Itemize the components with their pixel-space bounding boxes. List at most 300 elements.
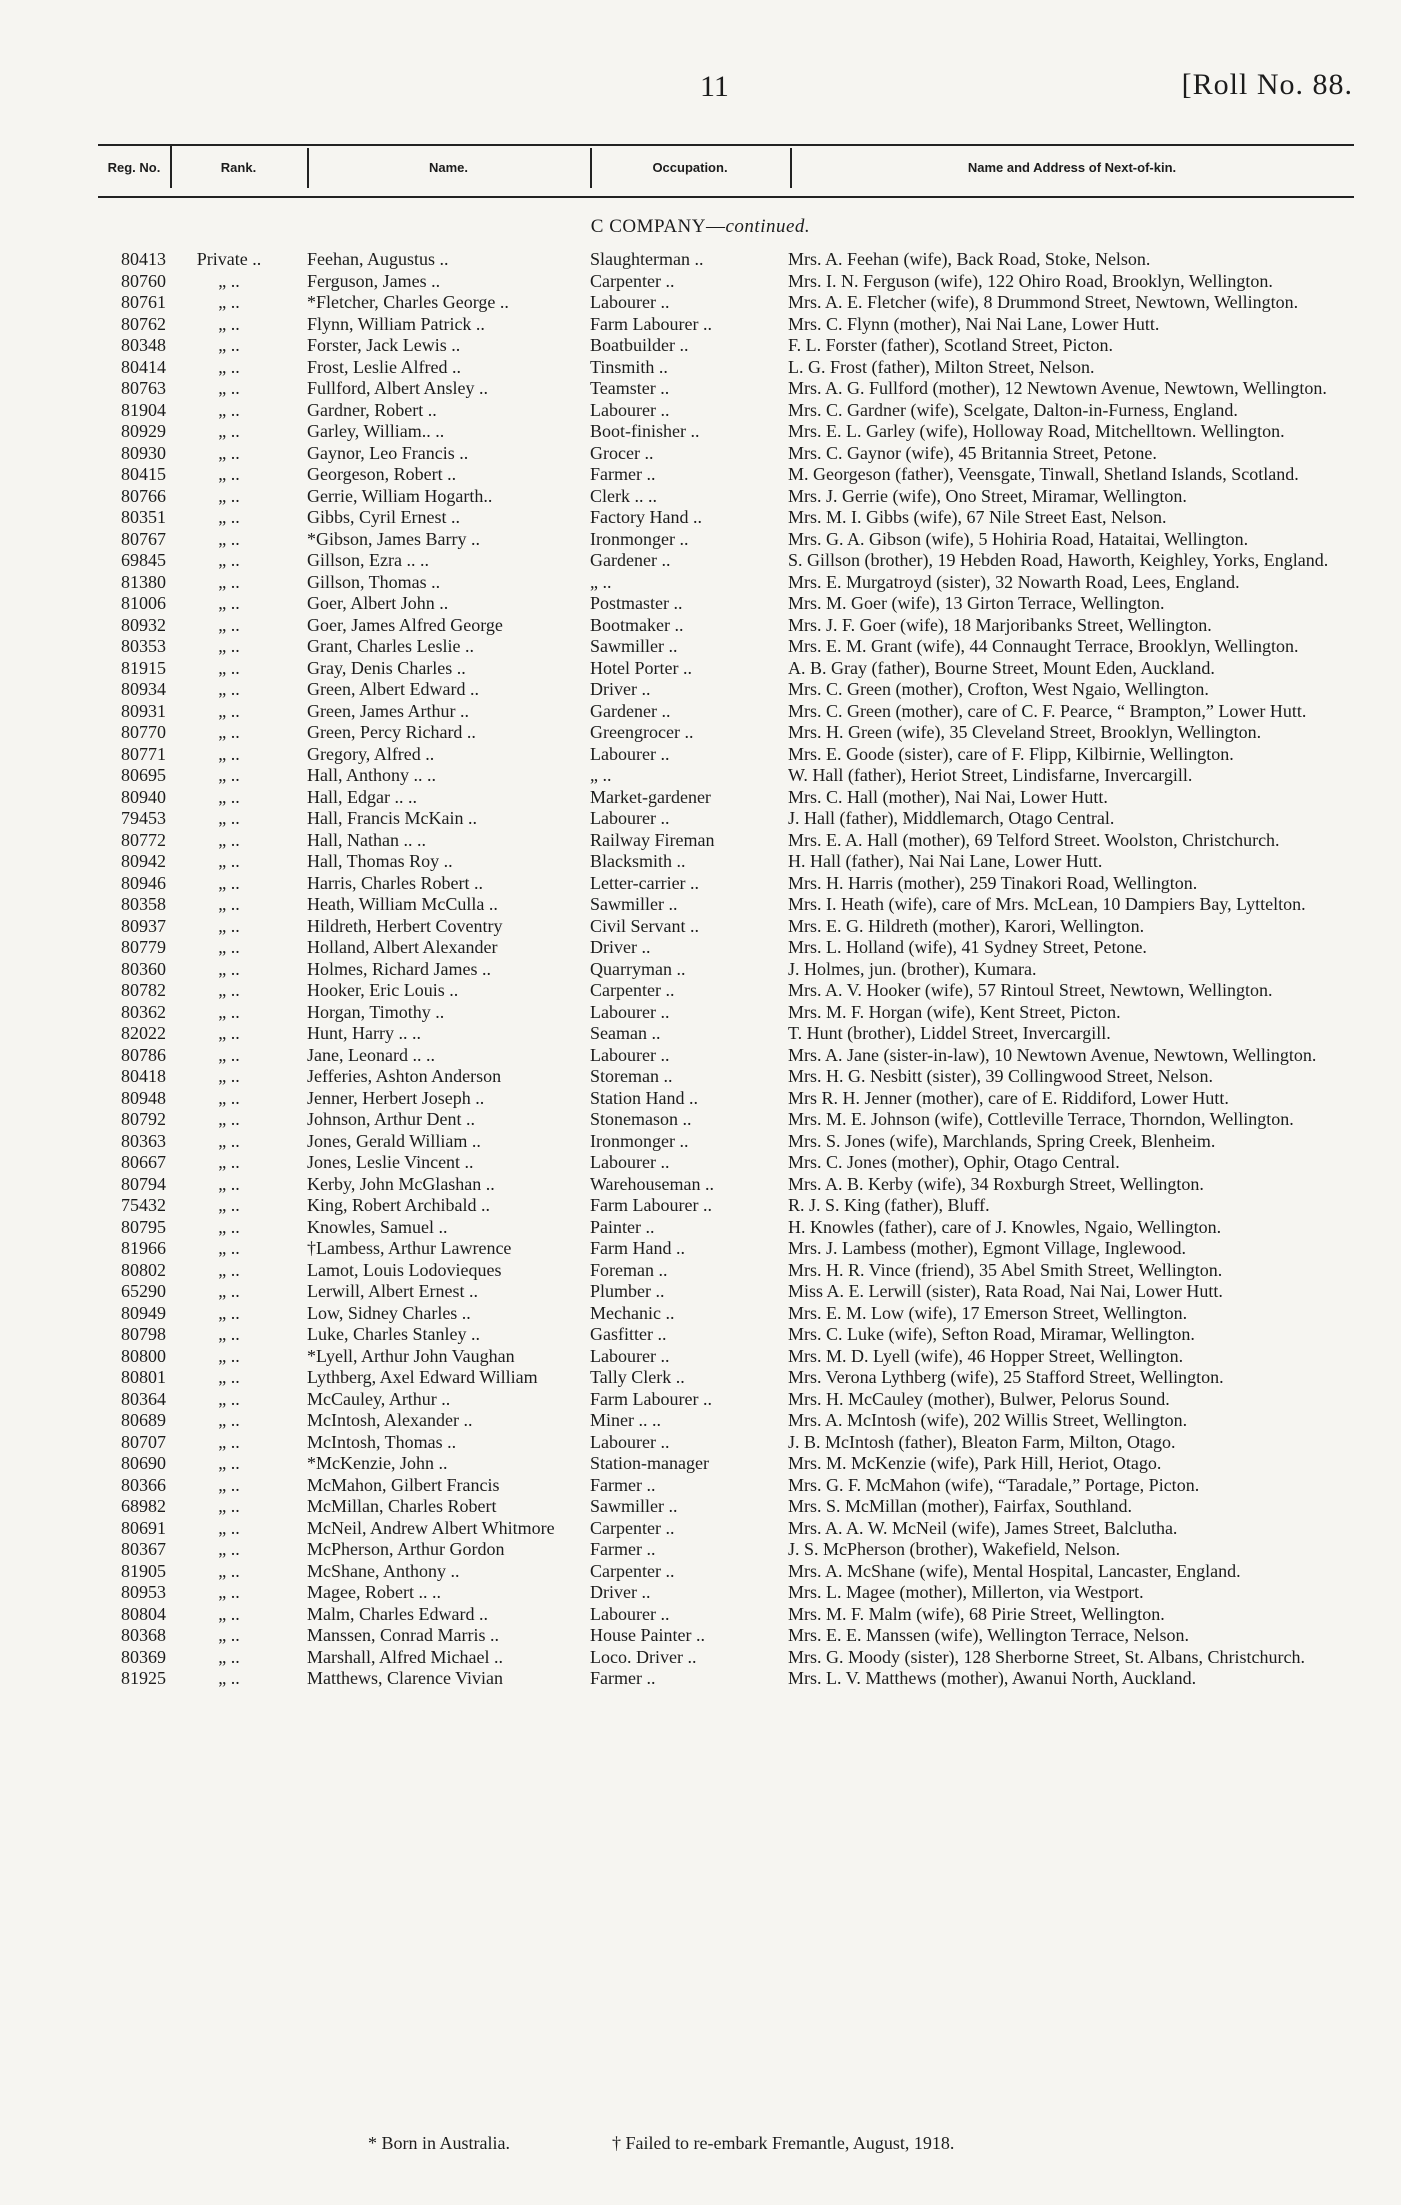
rank: Private .. <box>196 249 262 269</box>
reg-number: 80800 <box>121 1345 166 1366</box>
occupation: Labourer .. <box>590 1152 670 1172</box>
occupation: Farmer .. <box>590 1474 656 1495</box>
soldier-name: *Fletcher, Charles George .. <box>307 292 509 312</box>
reg-number: 69845 <box>121 550 166 570</box>
next-of-kin: Mrs. H. McCauley (mother), Bulwer, Pelorus Sound. <box>788 1388 1170 1409</box>
next-of-kin: Mrs. E. Murgatroyd (sister), 32 Nowarth Road, Lees, England. <box>788 571 1240 592</box>
soldier-name: McMillan, Charles Robert <box>307 1496 497 1516</box>
occupation: Loco. Driver .. <box>590 1646 697 1667</box>
reg-number: 68982 <box>121 1496 166 1516</box>
table-row <box>0 1453 1401 1475</box>
soldier-name: Grant, Charles Leslie .. <box>307 636 474 656</box>
table-row <box>0 1088 1401 1110</box>
rank: „ .. <box>218 1646 240 1667</box>
reg-number: 80763 <box>121 378 166 398</box>
soldier-name: Green, James Arthur .. <box>307 700 469 721</box>
reg-number: 80801 <box>121 1367 166 1387</box>
occupation: Labourer .. <box>590 1345 670 1366</box>
table-row <box>0 851 1401 873</box>
table-row <box>0 873 1401 895</box>
next-of-kin: Mrs. M. Goer (wife), 13 Girton Terrace, Wellington. <box>788 593 1165 613</box>
next-of-kin: Mrs. A. A. W. McNeil (wife), James Street, Balclutha. <box>788 1517 1178 1538</box>
next-of-kin: Mrs. L. Holland (wife), 41 Sydney Street, Petone. <box>788 937 1147 957</box>
table-row <box>0 765 1401 787</box>
reg-number: 80937 <box>121 915 166 936</box>
section-title: C COMPANY—continued. <box>590 216 811 237</box>
next-of-kin: H. Knowles (father), care of J. Knowles, Ngaio, Wellington. <box>788 1216 1222 1237</box>
next-of-kin: Mrs. C. Green (mother), care of C. F. Pearce, “ Brampton,” Lower Hutt. <box>788 700 1307 721</box>
table-row <box>0 1647 1401 1669</box>
reg-number: 80792 <box>121 1109 166 1129</box>
occupation: Letter-carrier .. <box>590 872 700 893</box>
table-row <box>0 916 1401 938</box>
rank: „ .. <box>218 399 240 420</box>
reg-number: 65290 <box>121 1281 166 1301</box>
soldier-name: Horgan, Timothy .. <box>307 1001 445 1022</box>
occupation: Carpenter .. <box>590 1517 675 1538</box>
soldier-name: McShane, Anthony .. <box>307 1560 460 1581</box>
next-of-kin: Mrs. E. G. Hildreth (mother), Karori, Wellington. <box>788 915 1145 936</box>
next-of-kin: Mrs. G. F. McMahon (wife), “Taradale,” Portage, Picton. <box>788 1474 1200 1495</box>
roll-number: [Roll No. 88. <box>1181 68 1353 101</box>
soldier-name: Lerwill, Albert Ernest .. <box>307 1281 478 1301</box>
occupation: Civil Servant .. <box>590 915 699 936</box>
occupation: Slaughterman .. <box>590 249 704 269</box>
next-of-kin: Mrs. A. McShane (wife), Mental Hospital, Lancaster, England. <box>788 1560 1241 1581</box>
occupation: Plumber .. <box>590 1281 665 1301</box>
occupation: Labourer .. <box>590 292 670 312</box>
soldier-name: McNeil, Andrew Albert Whitmore <box>307 1517 555 1538</box>
next-of-kin: Mrs. J. Gerrie (wife), Ono Street, Miramar, Wellington. <box>788 485 1187 506</box>
occupation: Foreman .. <box>590 1259 668 1280</box>
reg-number: 81905 <box>121 1560 166 1581</box>
rank: „ .. <box>218 1259 240 1280</box>
header-occupation: Occupation. <box>652 160 728 175</box>
occupation: Farm Labourer .. <box>590 313 712 334</box>
table-row <box>0 1324 1401 1346</box>
reg-number: 80942 <box>121 851 166 871</box>
reg-number: 80795 <box>121 1216 166 1237</box>
table-row <box>0 314 1401 336</box>
next-of-kin: Mrs. M. F. Horgan (wife), Kent Street, Picton. <box>788 1001 1121 1022</box>
reg-number: 80930 <box>121 442 166 463</box>
soldier-name: Kerby, John McGlashan .. <box>307 1173 495 1194</box>
reg-number: 80804 <box>121 1603 166 1624</box>
next-of-kin: Mrs. E. E. Manssen (wife), Wellington Terrace, Nelson. <box>788 1625 1190 1645</box>
rank: „ .. <box>218 636 240 656</box>
table-row <box>0 1152 1401 1174</box>
table-row <box>0 1238 1401 1260</box>
soldier-name: Goer, Albert John .. <box>307 593 449 613</box>
reg-number: 80949 <box>121 1302 166 1323</box>
next-of-kin: Mrs R. H. Jenner (mother), care of E. Riddiford, Lower Hutt. <box>788 1087 1229 1108</box>
table-row <box>0 1066 1401 1088</box>
reg-number: 80772 <box>121 829 166 850</box>
soldier-name: McMahon, Gilbert Francis <box>307 1474 500 1495</box>
reg-number: 80362 <box>121 1001 166 1022</box>
table-row <box>0 787 1401 809</box>
table-row <box>0 1561 1401 1583</box>
next-of-kin: J. B. McIntosh (father), Bleaton Farm, Milton, Otago. <box>788 1431 1176 1452</box>
rank: „ .. <box>218 743 240 764</box>
soldier-name: Heath, William McCulla .. <box>307 894 498 914</box>
occupation: Labourer .. <box>590 1044 670 1065</box>
soldier-name: Manssen, Conrad Marris .. <box>307 1625 499 1645</box>
next-of-kin: Mrs. H. Green (wife), 35 Cleveland Street, Brooklyn, Wellington. <box>788 722 1262 742</box>
rank: „ .. <box>218 937 240 957</box>
next-of-kin: Mrs. E. L. Garley (wife), Holloway Road, Mitchelltown. Wellington. <box>788 421 1285 441</box>
soldier-name: Hildreth, Herbert Coventry <box>307 915 503 936</box>
rank: „ .. <box>218 1238 240 1258</box>
next-of-kin: J. Hall (father), Middlemarch, Otago Central. <box>788 808 1115 828</box>
next-of-kin: Mrs. I. N. Ferguson (wife), 122 Ohiro Road, Brooklyn, Wellington. <box>788 270 1273 291</box>
soldier-name: Goer, James Alfred George <box>307 614 503 635</box>
table-row <box>0 1260 1401 1282</box>
occupation: Driver .. <box>590 679 651 699</box>
next-of-kin: Mrs. Verona Lythberg (wife), 25 Stafford Street, Wellington. <box>788 1367 1224 1387</box>
rank: „ .. <box>218 894 240 914</box>
next-of-kin: Mrs. E. Goode (sister), care of F. Flipp, Kilbirnie, Wellington. <box>788 743 1234 764</box>
reg-number: 80946 <box>121 872 166 893</box>
next-of-kin: Mrs. L. Magee (mother), Millerton, via Westport. <box>788 1582 1144 1602</box>
reg-number: 80667 <box>121 1152 166 1172</box>
rank: „ .. <box>218 378 240 398</box>
occupation: Carpenter .. <box>590 270 675 291</box>
rank: „ .. <box>218 1345 240 1366</box>
table-row <box>0 980 1401 1002</box>
reg-number: 81915 <box>121 657 166 678</box>
reg-number: 80770 <box>121 722 166 742</box>
soldier-name: Gray, Denis Charles .. <box>307 657 466 678</box>
soldier-name: Hunt, Harry .. .. <box>307 1023 421 1043</box>
reg-number: 80932 <box>121 614 166 635</box>
table-row <box>0 464 1401 486</box>
reg-number: 80786 <box>121 1044 166 1065</box>
soldier-name: †Lambess, Arthur Lawrence <box>307 1238 512 1258</box>
table-row <box>0 1174 1401 1196</box>
rank: „ .. <box>218 1367 240 1387</box>
table-row <box>0 1045 1401 1067</box>
rank: „ .. <box>218 851 240 871</box>
reg-number: 80364 <box>121 1388 166 1409</box>
table-row <box>0 1410 1401 1432</box>
occupation: Storeman .. <box>590 1066 673 1086</box>
header-rank: Rank. <box>220 160 257 175</box>
footnote-born-australia: * Born in Australia. <box>368 2133 510 2153</box>
rank: „ .. <box>218 722 240 742</box>
soldier-name: Harris, Charles Robert .. <box>307 872 483 893</box>
occupation: Carpenter .. <box>590 980 675 1000</box>
roll-table <box>0 249 1401 1690</box>
rank: „ .. <box>218 657 240 678</box>
soldier-name: *McKenzie, John .. <box>307 1453 448 1473</box>
rank: „ .. <box>218 1066 240 1086</box>
rank: „ .. <box>218 980 240 1000</box>
rank: „ .. <box>218 679 240 699</box>
reg-number: 80934 <box>121 679 166 699</box>
soldier-name: Matthews, Clarence Vivian <box>307 1668 504 1688</box>
reg-number: 80414 <box>121 356 166 377</box>
soldier-name: McIntosh, Alexander .. <box>307 1410 473 1430</box>
next-of-kin: Mrs. H. R. Vince (friend), 35 Abel Smith Street, Wellington. <box>788 1259 1223 1280</box>
occupation: Warehouseman .. <box>590 1173 715 1194</box>
reg-number: 80366 <box>121 1474 166 1495</box>
soldier-name: Forster, Jack Lewis .. <box>307 335 461 355</box>
next-of-kin: Mrs. C. Gaynor (wife), 45 Britannia Street, Petone. <box>788 442 1157 463</box>
next-of-kin: Miss A. E. Lerwill (sister), Rata Road, Nai Nai, Lower Hutt. <box>788 1281 1223 1301</box>
next-of-kin: Mrs. E. M. Low (wife), 17 Emerson Street, Wellington. <box>788 1302 1188 1323</box>
soldier-name: Frost, Leslie Alfred .. <box>307 356 461 377</box>
table-row <box>0 1195 1401 1217</box>
reg-number: 80761 <box>121 292 166 312</box>
reg-number: 80940 <box>121 786 166 807</box>
table-row <box>0 1475 1401 1497</box>
soldier-name: Garley, William.. .. <box>307 421 445 441</box>
soldier-name: Marshall, Alfred Michael .. <box>307 1646 503 1667</box>
reg-number: 81925 <box>121 1668 166 1688</box>
rank: „ .. <box>218 593 240 613</box>
next-of-kin: Mrs. M. E. Johnson (wife), Cottleville Terrace, Thorndon, Wellington. <box>788 1109 1294 1129</box>
next-of-kin: Mrs. S. McMillan (mother), Fairfax, Southland. <box>788 1496 1132 1516</box>
soldier-name: Georgeson, Robert .. <box>307 464 457 484</box>
next-of-kin: A. B. Gray (father), Bourne Street, Mount Eden, Auckland. <box>788 657 1215 678</box>
table-row <box>0 249 1401 271</box>
occupation: Farm Hand .. <box>590 1238 685 1258</box>
occupation: Labourer .. <box>590 1431 670 1452</box>
rank: „ .. <box>218 1539 240 1559</box>
occupation: Clerk .. .. <box>590 485 657 506</box>
reg-number: 80766 <box>121 485 166 506</box>
next-of-kin: Mrs. M. McKenzie (wife), Park Hill, Heriot, Otago. <box>788 1453 1162 1473</box>
table-row <box>0 1625 1401 1647</box>
next-of-kin: H. Hall (father), Nai Nai Lane, Lower Hutt. <box>788 851 1103 871</box>
table-row <box>0 1389 1401 1411</box>
soldier-name: *Lyell, Arthur John Vaughan <box>307 1345 515 1366</box>
table-row <box>0 378 1401 400</box>
next-of-kin: Mrs. A. McIntosh (wife), 202 Willis Street, Wellington. <box>788 1410 1188 1430</box>
occupation: Railway Fireman <box>590 829 715 850</box>
rank: „ .. <box>218 915 240 936</box>
occupation: Quarryman .. <box>590 958 686 979</box>
table-row <box>0 443 1401 465</box>
soldier-name: Feehan, Augustus .. <box>307 249 449 269</box>
occupation: Driver .. <box>590 937 651 957</box>
reg-number: 80762 <box>121 313 166 334</box>
table-row <box>0 1582 1401 1604</box>
table-row <box>0 486 1401 508</box>
next-of-kin: Mrs. A. B. Kerby (wife), 34 Roxburgh Street, Wellington. <box>788 1173 1204 1194</box>
rank: „ .. <box>218 1668 240 1688</box>
next-of-kin: Mrs. M. F. Malm (wife), 68 Pirie Street, Wellington. <box>788 1603 1165 1624</box>
rank: „ .. <box>218 485 240 506</box>
rank: „ .. <box>218 1496 240 1516</box>
soldier-name: Hall, Anthony .. .. <box>307 765 436 785</box>
rank: „ .. <box>218 1324 240 1344</box>
reg-number: 80351 <box>121 507 166 527</box>
rank: „ .. <box>218 1560 240 1581</box>
soldier-name: Gregory, Alfred .. <box>307 743 435 764</box>
table-row <box>0 722 1401 744</box>
reg-number: 82022 <box>121 1023 166 1043</box>
rank: „ .. <box>218 442 240 463</box>
reg-number: 81904 <box>121 399 166 420</box>
occupation: Miner .. .. <box>590 1410 661 1430</box>
table-row <box>0 1367 1401 1389</box>
next-of-kin: Mrs. I. Heath (wife), care of Mrs. McLean, 10 Dampiers Bay, Lyttelton. <box>788 894 1306 914</box>
occupation: Sawmiller .. <box>590 636 678 656</box>
next-of-kin: Mrs. J. Lambess (mother), Egmont Village, Inglewood. <box>788 1238 1187 1258</box>
table-row <box>0 830 1401 852</box>
next-of-kin: Mrs. S. Jones (wife), Marchlands, Spring Creek, Blenheim. <box>788 1130 1216 1151</box>
occupation: Farm Labourer .. <box>590 1388 712 1409</box>
next-of-kin: Mrs. C. Jones (mother), Ophir, Otago Central. <box>788 1152 1120 1172</box>
reg-number: 80360 <box>121 958 166 979</box>
occupation: Factory Hand .. <box>590 507 702 527</box>
reg-number: 80415 <box>121 464 166 484</box>
soldier-name: Gillson, Ezra .. .. <box>307 550 429 570</box>
next-of-kin: R. J. S. King (father), Bluff. <box>788 1195 990 1215</box>
table-row <box>0 615 1401 637</box>
rank: „ .. <box>218 1023 240 1043</box>
rank: „ .. <box>218 1410 240 1430</box>
next-of-kin: Mrs. L. V. Matthews (mother), Awanui North, Auckland. <box>788 1668 1197 1688</box>
table-row <box>0 550 1401 572</box>
occupation: Bootmaker .. <box>590 614 684 635</box>
rank: „ .. <box>218 1130 240 1151</box>
soldier-name: Gerrie, William Hogarth.. <box>307 485 493 506</box>
reg-number: 80690 <box>121 1453 166 1473</box>
rank: „ .. <box>218 1302 240 1323</box>
occupation: Boot-finisher .. <box>590 421 700 441</box>
occupation: Farm Labourer .. <box>590 1195 712 1215</box>
rank: „ .. <box>218 1173 240 1194</box>
rank: „ .. <box>218 1109 240 1129</box>
table-row <box>0 636 1401 658</box>
reg-number: 80794 <box>121 1173 166 1194</box>
table-row <box>0 1217 1401 1239</box>
occupation: Labourer .. <box>590 1603 670 1624</box>
next-of-kin: Mrs. A. Jane (sister-in-law), 10 Newtown Avenue, Newtown, Wellington. <box>788 1044 1317 1065</box>
soldier-name: Malm, Charles Edward .. <box>307 1603 488 1624</box>
reg-number: 79453 <box>121 808 166 828</box>
soldier-name: McPherson, Arthur Gordon <box>307 1539 505 1559</box>
occupation: Boatbuilder .. <box>590 335 689 355</box>
table-row <box>0 1432 1401 1454</box>
reg-number: 80695 <box>121 765 166 785</box>
soldier-name: Green, Percy Richard .. <box>307 722 476 742</box>
next-of-kin: S. Gillson (brother), 19 Hebden Road, Haworth, Keighley, Yorks, England. <box>788 550 1329 570</box>
table-row <box>0 1668 1401 1690</box>
next-of-kin: Mrs. E. A. Hall (mother), 69 Telford Street. Woolston, Christchurch. <box>788 829 1280 850</box>
table-row <box>0 1002 1401 1024</box>
occupation: Station-manager <box>590 1453 709 1473</box>
reg-number: 80369 <box>121 1646 166 1667</box>
occupation: House Painter .. <box>590 1625 705 1645</box>
header-next-of-kin: Name and Address of Next-of-kin. <box>967 160 1177 175</box>
rank: „ .. <box>218 786 240 807</box>
soldier-name: Jenner, Herbert Joseph .. <box>307 1087 485 1108</box>
occupation: Farmer .. <box>590 1668 656 1688</box>
soldier-name: Gaynor, Leo Francis .. <box>307 442 469 463</box>
occupation: „ .. <box>590 765 612 785</box>
occupation: Labourer .. <box>590 399 670 420</box>
rank: „ .. <box>218 958 240 979</box>
reg-number: 80358 <box>121 894 166 914</box>
table-row <box>0 1023 1401 1045</box>
next-of-kin: J. Holmes, jun. (brother), Kumara. <box>788 958 1037 979</box>
page-number: 11 <box>700 70 729 103</box>
table-row <box>0 593 1401 615</box>
next-of-kin: W. Hall (father), Heriot Street, Lindisfarne, Invercargill. <box>788 765 1193 785</box>
rank: „ .. <box>218 1431 240 1452</box>
table-row <box>0 400 1401 422</box>
reg-number: 80348 <box>121 335 166 355</box>
rank: „ .. <box>218 765 240 785</box>
rank: „ .. <box>218 700 240 721</box>
soldier-name: Knowles, Samuel .. <box>307 1216 448 1237</box>
occupation: Seaman .. <box>590 1023 661 1043</box>
table-row <box>0 1281 1401 1303</box>
reg-number: 80367 <box>121 1539 166 1559</box>
rank: „ .. <box>218 1517 240 1538</box>
occupation: Tinsmith .. <box>590 356 668 377</box>
table-row <box>0 679 1401 701</box>
rank: „ .. <box>218 1474 240 1495</box>
next-of-kin: Mrs. C. Luke (wife), Sefton Road, Miramar, Wellington. <box>788 1324 1195 1344</box>
next-of-kin: Mrs. H. Harris (mother), 259 Tinakori Road, Wellington. <box>788 872 1198 893</box>
next-of-kin: T. Hunt (brother), Liddel Street, Invercargill. <box>788 1023 1111 1043</box>
footnote-failed-reembark: † Failed to re-embark Fremantle, August, 1918. <box>612 2133 955 2153</box>
next-of-kin: Mrs. M. D. Lyell (wife), 46 Hopper Street, Wellington. <box>788 1345 1184 1366</box>
occupation: Postmaster .. <box>590 593 683 613</box>
occupation: Farmer .. <box>590 464 656 484</box>
reg-number: 80782 <box>121 980 166 1000</box>
occupation: Gasfitter .. <box>590 1324 667 1344</box>
rank: „ .. <box>218 1195 240 1215</box>
rank: „ .. <box>218 614 240 635</box>
table-row <box>0 1303 1401 1325</box>
reg-number: 81966 <box>121 1238 166 1258</box>
header-reg-no: Reg. No. <box>107 160 161 175</box>
soldier-name: King, Robert Archibald .. <box>307 1195 490 1215</box>
table-row <box>0 701 1401 723</box>
rank: „ .. <box>218 1216 240 1237</box>
reg-number: 80931 <box>121 700 166 721</box>
soldier-name: Low, Sidney Charles .. <box>307 1302 471 1323</box>
table-row <box>0 937 1401 959</box>
soldier-name: McCauley, Arthur .. <box>307 1388 451 1409</box>
next-of-kin: Mrs. J. F. Goer (wife), 18 Marjoribanks Street, Wellington. <box>788 614 1212 635</box>
rank: „ .. <box>218 1001 240 1022</box>
table-row <box>0 1109 1401 1131</box>
reg-number: 80798 <box>121 1324 166 1344</box>
table-row <box>0 335 1401 357</box>
table-row <box>0 1131 1401 1153</box>
table-row <box>0 529 1401 551</box>
soldier-name: Ferguson, James .. <box>307 270 441 291</box>
occupation: Mechanic .. <box>590 1302 675 1323</box>
occupation: Tally Clerk .. <box>590 1367 685 1387</box>
rank: „ .. <box>218 507 240 527</box>
rank: „ .. <box>218 292 240 312</box>
reg-number: 75432 <box>121 1195 166 1215</box>
soldier-name: Holland, Albert Alexander <box>307 937 498 957</box>
soldier-name: Luke, Charles Stanley .. <box>307 1324 480 1344</box>
occupation: Farmer .. <box>590 1539 656 1559</box>
rank: „ .. <box>218 872 240 893</box>
soldier-name: Green, Albert Edward .. <box>307 679 479 699</box>
header-name: Name. <box>428 160 469 175</box>
